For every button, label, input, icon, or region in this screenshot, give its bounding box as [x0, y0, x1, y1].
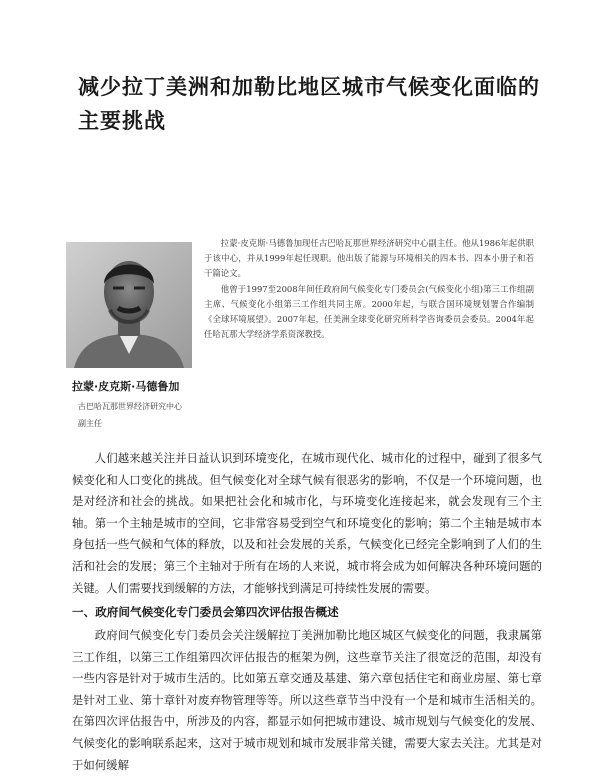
section-heading: 一、政府间气候变化专门委员会第四次评估报告概述 [72, 605, 339, 619]
author-photo [66, 242, 192, 368]
body-paragraph: 人们越来越关注并日益认识到环境变化，在城市现代化、城市化的过程中，碰到了很多气候变化和人口变化的挑战。但气候变化对全球气候有很恶劣的影响，不仅是一个环境问题，也是对经济和社会的挑战。如果把社会化和城市化，与环境变化连接起来，就会发现有三个主轴。第一个主轴是城市的空间，它非常容易受到空气和环境变化的影响；第二个主轴是城市本身包括一些气候和气体的释放，以及和社会发展的关系，气候变化已经完全影响到了人们的生活和社会的发展；第三个主轴对于所有在场的人来说，城市将会成为如何解决各种环境问题的关键。人们需要找到缓解的方法，才能够找到满足可持续性发展的需要。 [72, 451, 542, 595]
bio-paragraph: 他曾于1997至2008年间任政府间气候变化专门委员会(气候变化小组)第三工作组副主席、气候变化小组第三工作组共同主席。2000年起，与联合国环境规划署合作编制《全球环境展望》。2007年起，任美洲全球变化研究所科学咨询委员会委员。2004年起任哈瓦那大学经济学系资深教授。 [204, 283, 534, 340]
article-title: 减少拉丁美洲和加勒比地区城市气候变化面临的主要挑战 [78, 75, 540, 133]
author-portrait-icon [66, 242, 192, 368]
bio-paragraph: 拉蒙·皮克斯·马德鲁加现任古巴哈瓦那世界经济研究中心副主任。他从1986年起供职于该中心，并从1999年起任现职。他出版了能源与环境相关的四本书、四本小册子和若干篇论文。 [204, 238, 534, 279]
affiliation-position: 副主任 [78, 419, 102, 428]
author-affiliation [78, 398, 182, 432]
author-name: 拉蒙·皮克斯·马德鲁加 [72, 380, 180, 393]
author-bio [204, 236, 534, 342]
affiliation-institution: 古巴哈瓦那世界经济研究中心 [78, 402, 182, 411]
body-paragraph: 政府间气候变化专门委员会关注缓解拉丁美洲加勒比地区城区气候变化的问题，我隶属第三工作组，以第三工作组第四次评估报告的框架为例，这些章节关注了很宽泛的范围，却没有一些内容是针对于城市生活的。比如第五章交通及基建、第六章包括住宅和商业房屋、第七章是针对工业、第十章针对废弃物管理等等。所以这些章节当中没有一个是和城市生活相关的。在第四次评估报告中，所涉及的内容，都显示如何把城市建设、城市规划与气候变化的发展、气候变化的影响联系起来，这对于城市规划和城市发展非常关键，需要大家去关注。尤其是对于如何缓解 [72, 628, 542, 772]
